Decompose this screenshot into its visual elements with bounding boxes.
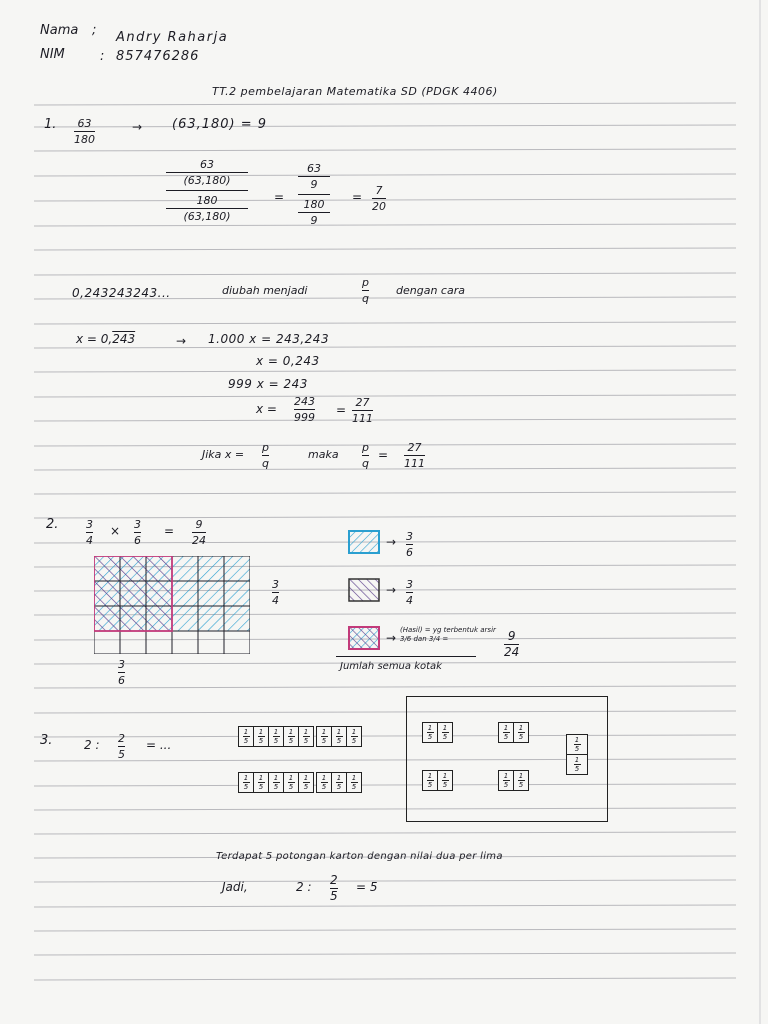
legend-purple-box [348,578,382,604]
q1-x-num: 243 [294,395,315,408]
unit-strip-top [238,726,314,747]
q2-side-fraction [272,578,279,607]
q1-x-repeat: 243 [112,332,136,346]
q1-result [372,184,386,213]
unit-cell: 1 5 [442,724,448,741]
q1-x-line [76,332,135,346]
q1-maka-eq: = [378,448,389,462]
q2-bottom-fraction [118,658,125,687]
q1-s-den-top: 180 [196,194,218,207]
q1-number: 1. [44,117,57,132]
unit-cell: 1 5 [254,773,269,792]
q2-side-num: 3 [272,578,279,591]
unit-cell: 1 5 [574,756,580,773]
q1-q: q [362,292,369,305]
q1-d-num-bot: 9 [310,178,318,191]
unit-cell: 1 5 [239,773,254,792]
q1-gcd: (63,180) = 9 [172,117,268,132]
two-fifths-piece-3 [422,770,453,791]
q1-maka: maka [308,448,339,461]
unit-cell: 1 5 [317,727,332,746]
area-model-grid [94,556,250,654]
q1-final-den: 111 [404,457,425,470]
unit-cell: 1 5 [303,774,309,791]
q1-maka-fraction [362,441,369,470]
q2-result [192,518,206,547]
legend-blue-num: 3 [406,530,413,543]
unit-cell: 1 5 [303,728,309,745]
q1-eq-1: = [274,190,285,204]
q1-pq-fraction [362,276,369,305]
unit-cell: 1 5 [317,773,332,792]
nim-label: NIM [40,47,65,62]
q1-d-den-bot: 9 [310,214,318,227]
q1-s-num-top: 63 [200,158,214,171]
q1-simplify-fraction [166,158,248,223]
two-fifths-piece-2 [498,722,529,743]
q1-jika-p: p [262,441,269,454]
q1-num: 63 [77,117,92,130]
q3-expr-end: = ... [146,738,172,752]
unit-cell: 1 5 [518,724,524,741]
unit-strip-bottom-2 [316,772,362,793]
q1-x-prefix: x = 0, [76,332,113,346]
q1-x-den: 999 [294,411,315,424]
two-fifths-piece-4 [498,770,529,791]
legend-result-text: (Hasil) = yg terbentuk arsir 3/6 dan 3/4 = [400,626,496,643]
q3-f-num: 2 [118,732,125,745]
arrow-icon: → [386,583,397,597]
unit-cell: 1 5 [284,773,299,792]
legend-result-fraction [504,630,519,659]
q1-divided-fraction [298,162,330,227]
unit-cell: 1 5 [332,773,347,792]
name-value: Andry Raharja [116,30,229,45]
q1-final-num: 27 [407,441,422,454]
unit-cell: 1 5 [284,727,299,746]
q1-final-fraction [404,441,425,470]
q1-eq-2: = [352,190,363,204]
q3-jadi: Jadi, [222,880,248,894]
q1-d-den-top: 180 [303,198,325,211]
legend-result-num: 9 [507,629,516,643]
q1-x-diff: 999 x = 243 [228,377,308,391]
q2-r-num: 9 [195,518,203,531]
q2-eq: = [164,524,175,538]
name-label: Nama [40,23,79,38]
two-fifths-piece-5 [566,734,588,775]
q1-s-den-bot: (63,180) [183,210,231,223]
q3-final-den: 5 [330,889,338,903]
q1-jika: Jika x = [202,448,245,461]
q3-number: 3. [40,733,53,748]
q1-x-sub: x = 0,243 [256,354,320,368]
q2-a-num: 3 [86,518,93,531]
unit-cell: 1 5 [442,772,448,789]
unit-cell: 1 5 [499,723,514,742]
q1-p: p [362,276,369,289]
q3-conclusion: Terdapat 5 potongan karton dengan nilai dua per lima [216,851,503,862]
q2-number: 2. [46,517,59,532]
q2-side-den: 4 [272,594,279,607]
legend-result-box [348,626,382,652]
unit-cell: 1 5 [239,727,254,746]
q2-r-den: 24 [192,534,206,547]
legend-purple-num: 3 [406,578,413,591]
q2-times: × [110,524,121,538]
legend-result-den: 24 [504,645,520,659]
legend-blue-fraction [406,530,413,559]
unit-cell: 1 5 [499,771,514,790]
q3-final-eq: = 5 [356,880,378,894]
legend-blue-den: 6 [406,546,413,559]
unit-cell: 1 5 [254,727,269,746]
q2-a-den: 4 [86,534,93,547]
q1-x-mult: 1.000 x = 243,243 [208,332,330,346]
q3-final-fraction [330,874,338,903]
two-fifths-piece-1 [422,722,453,743]
arrow-icon: → [176,334,187,348]
unit-strip-top-2 [316,726,362,747]
shade-three-sixths [94,556,172,631]
arrow-icon: → [386,631,397,645]
q1-x-eq2: = [336,403,347,417]
unit-cell: 1 5 [351,728,357,745]
unit-cell: 1 5 [567,735,587,755]
q1-res-num: 7 [375,184,383,197]
arrow-icon: → [386,535,397,549]
q2-b-fraction [134,518,141,547]
name-colon: ; [92,23,97,38]
q3-f-den: 5 [118,748,125,761]
q2-b-num: 3 [134,518,141,531]
page-title: TT.2 pembelajaran Matematika SD (PDGK 4406) [212,85,498,98]
q1-maka-p: p [362,441,369,454]
unit-cell: 1 5 [269,727,284,746]
q2-b-den: 6 [134,534,141,547]
q3-final-expr: 2 : [296,880,312,894]
q1-fraction [74,117,95,146]
unit-cell: 1 5 [332,727,347,746]
q1-x-fraction [294,395,315,424]
nim-colon: : [100,49,105,64]
q1-x-res-den: 111 [352,412,373,425]
q1-res-den: 20 [372,200,386,213]
q3-expr: 2 : [84,738,100,752]
q1-dec-text2: dengan cara [396,284,465,297]
legend-blue-box [348,530,382,556]
unit-cell: 1 5 [269,773,284,792]
unit-strip-bottom [238,772,314,793]
q1-jika-q: q [262,457,269,470]
q2-bottom-num: 3 [118,658,125,671]
q1-x-eq: x = [256,402,277,416]
legend-purple-den: 4 [406,594,413,607]
unit-cell: 1 5 [423,723,438,742]
q2-a-fraction [86,518,93,547]
nim-value: 857476286 [116,49,200,64]
unit-cell: 1 5 [423,771,438,790]
q1-maka-q: q [362,457,369,470]
q2-bottom-den: 6 [118,674,125,687]
arrow-icon: → [132,120,143,134]
q1-dec-text: diubah menjadi [222,284,308,297]
legend-total-label: Jumlah semua kotak [340,661,442,672]
q1-x-res-num: 27 [355,396,370,409]
q1-decimal: 0,243243243... [72,286,171,300]
q1-x-result [352,396,373,425]
unit-cell: 1 5 [518,772,524,789]
q3-final-num: 2 [330,873,338,887]
legend-total-rule [336,656,476,657]
q1-d-num-top: 63 [307,162,321,175]
q3-fraction [118,732,125,761]
legend-purple-fraction [406,578,413,607]
q1-s-num-bot: (63,180) [183,174,231,187]
unit-cell: 1 5 [351,774,357,791]
q1-jika-fraction [262,441,269,470]
q1-den: 180 [74,133,95,146]
